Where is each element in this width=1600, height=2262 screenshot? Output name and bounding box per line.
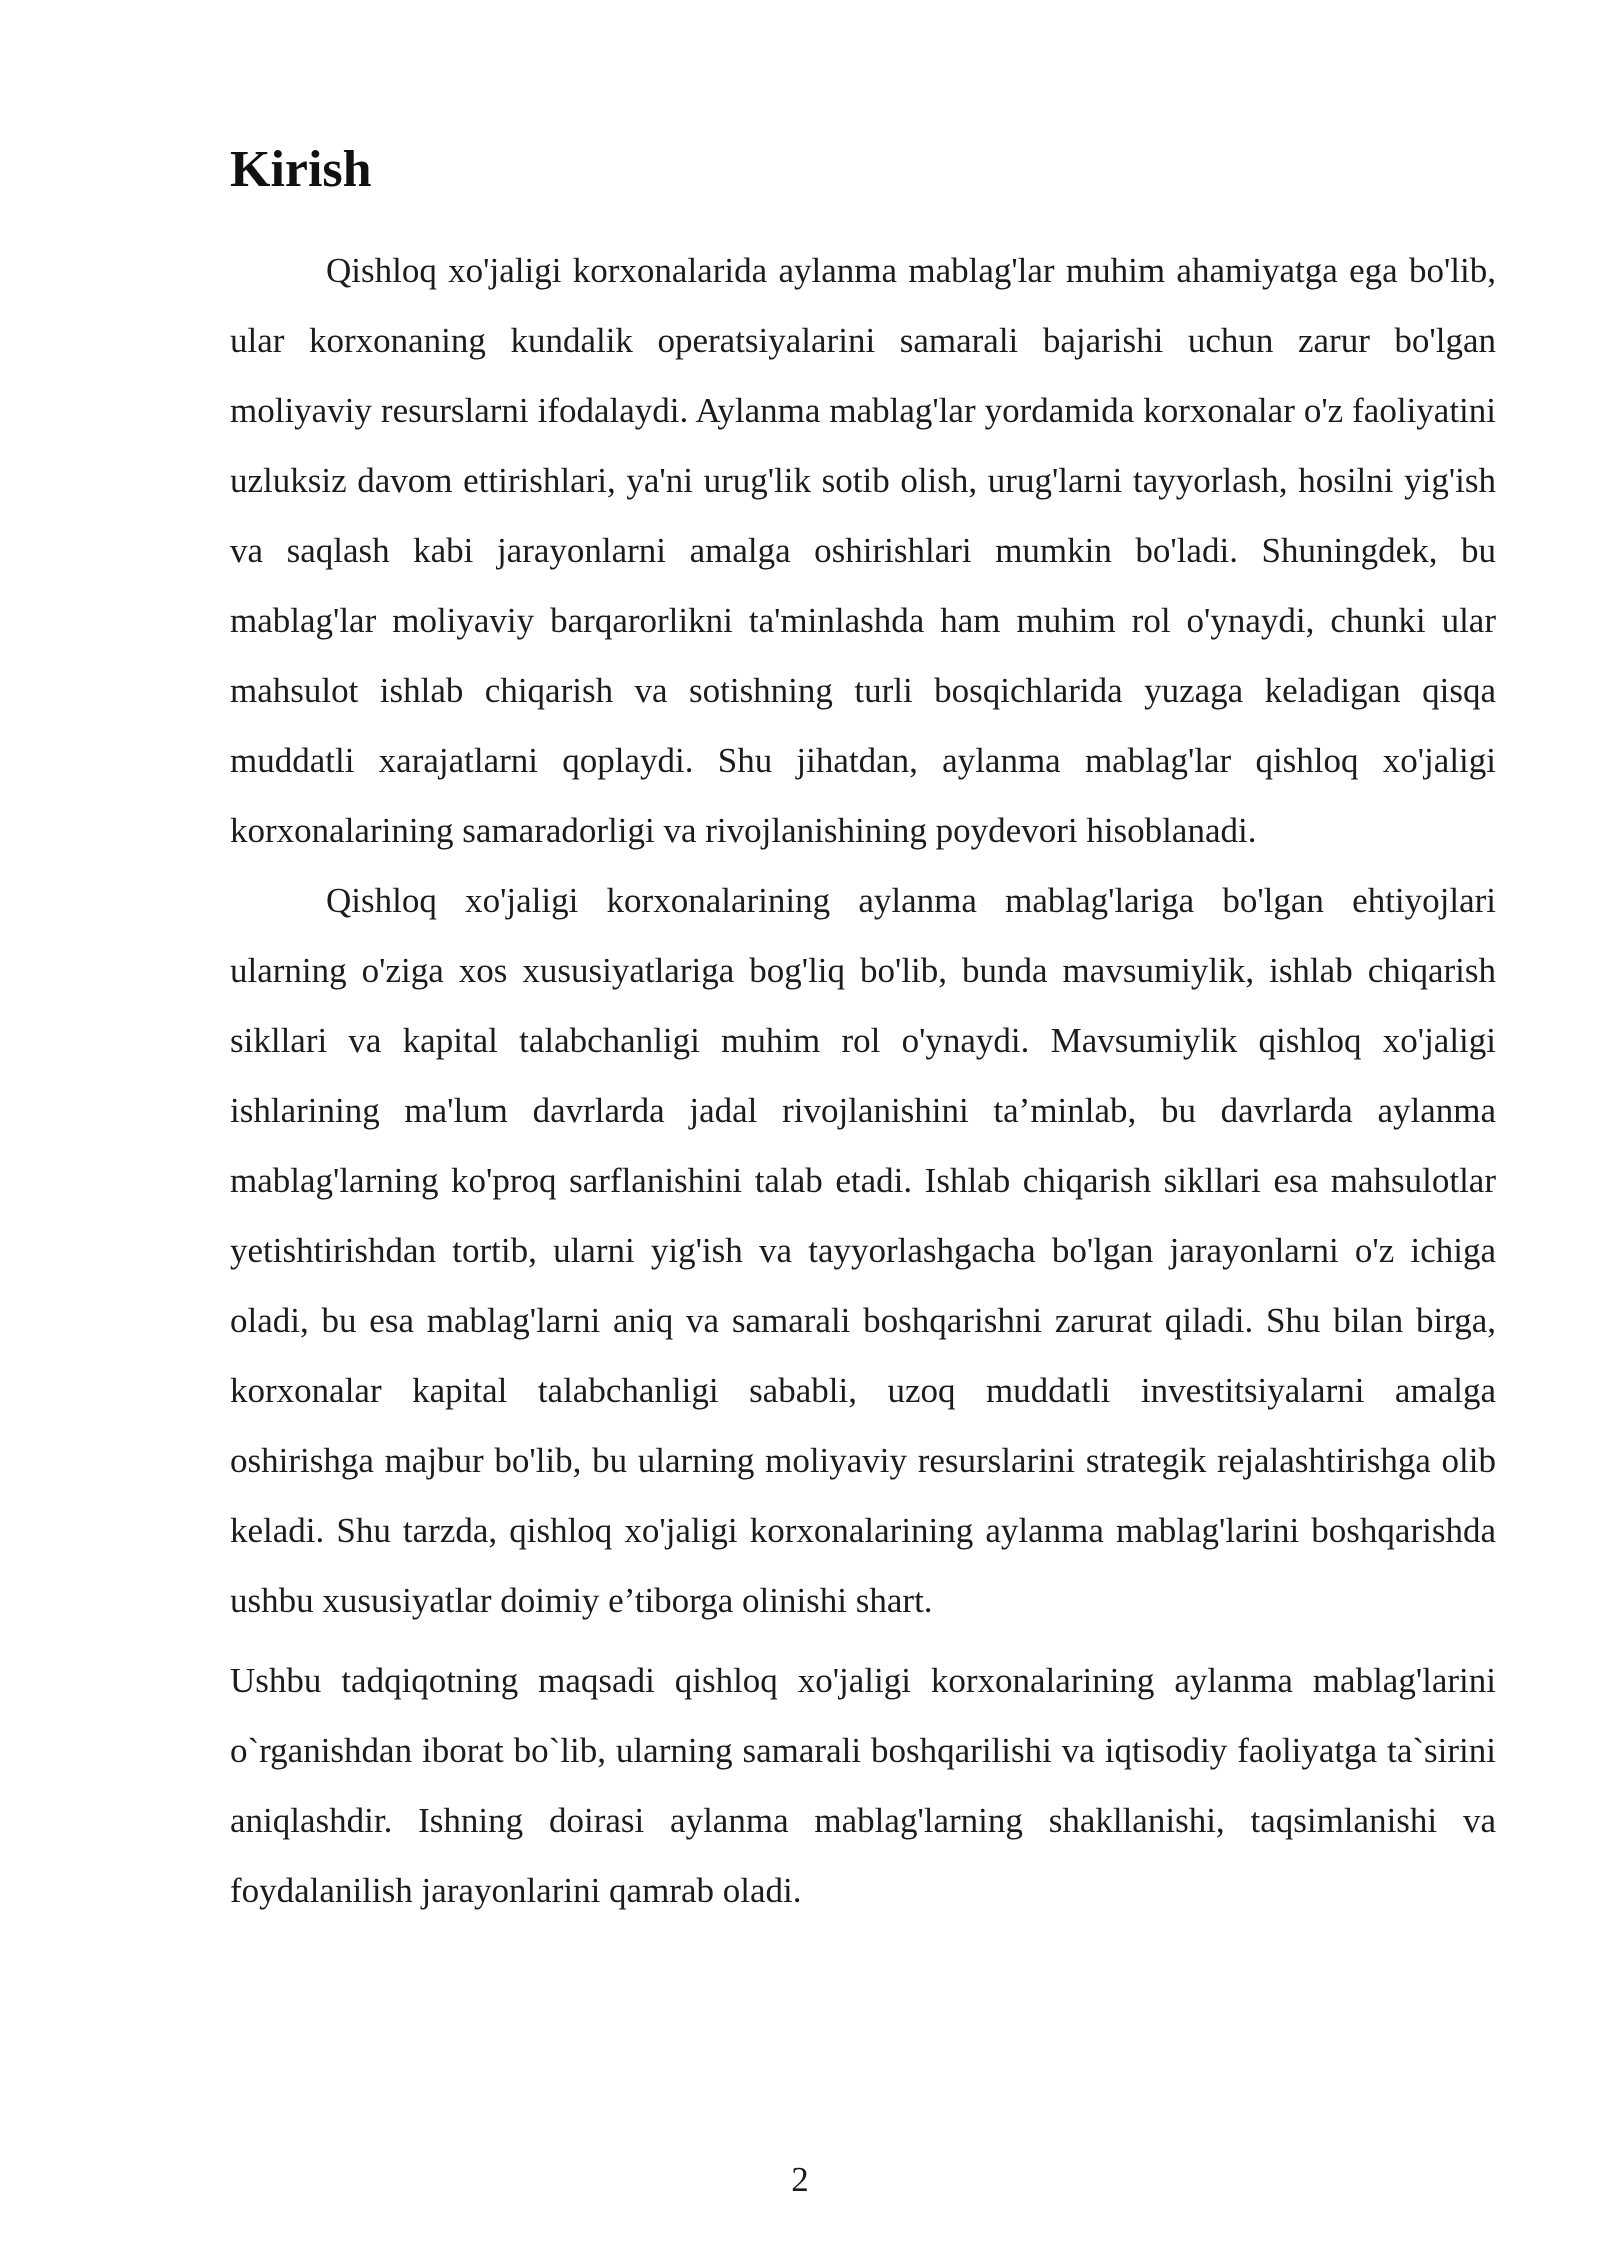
paragraph-1: Qishloq xo'jaligi korxonalarida aylanma mablag'lar muhim ahamiyatga ega bo'lib, ular korxonaning kundalik operatsiyalarini samarali bajarishi uchun zarur bo'lgan moliyaviy resurslarni ifodalaydi. Aylanma mablag'lar yordamida korxonalar o'z faoliyatini uzluksiz davom ettirishlari, ya'ni urug'lik sotib olish, urug'larni tayyorlash, hosilni yig'ish va saqlash kabi jarayonlarni amalga oshirishlari mumkin bo'ladi. Shuningdek, bu mablag'lar moliyaviy barqarorlikni ta'minlashda ham muhim rol o'ynaydi, chunki ular mahsulot ishlab chiqarish va sotishning turli bosqichlarida yuzaga keladigan qisqa muddatli xarajatlarni qoplaydi. Shu jihatdan, aylanma mablag'lar qishloq xo'jaligi korxonalarining samaradorligi va rivojlanishining poydevori hisoblanadi. bbox=[230, 251, 1496, 850]
page-content bbox=[230, 140, 1496, 1926]
page-number: 2 bbox=[791, 2160, 809, 2199]
paragraph-3: Ushbu tadqiqotning maqsadi qishloq xo'jaligi korxonalarining aylanma mablag'larini o`rganishdan iborat bo`lib, ularning samarali boshqarilishi va iqtisodiy faoliyatga ta`sirini aniqlashdir. Ishning doirasi aylanma mablag'larning shakllanishi, taqsimlanishi va foydalanilish jarayonlarini qamrab oladi. bbox=[230, 1661, 1496, 1910]
section-heading: Kirish bbox=[230, 141, 372, 198]
paragraph-2: Qishloq xo'jaligi korxonalarining aylanma mablag'lariga bo'lgan ehtiyojlari ularning o'ziga xos xususiyatlariga bog'liq bo'lib, bunda mavsumiylik, ishlab chiqarish sikllari va kapital talabchanligi muhim rol o'ynaydi. Mavsumiylik qishloq xo'jaligi ishlarining ma'lum davrlarda jadal rivojlanishini ta’minlab, bu davrlarda aylanma mablag'larning ko'proq sarflanishini talab etadi. Ishlab chiqarish sikllari esa mahsulotlar yetishtirishdan tortib, ularni yig'ish va tayyorlashgacha bo'lgan jarayonlarni o'z ichiga oladi, bu esa mablag'larni aniq va samarali boshqarishni zarurat qiladi. Shu bilan birga, korxonalar kapital talabchanligi sababli, uzoq muddatli investitsiyalarni amalga oshirishga majbur bo'lib, bu ularning moliyaviy resurslarini strategik rejalashtirishga olib keladi. Shu tarzda, qishloq xo'jaligi korxonalarining aylanma mablag'larini boshqarishda ushbu xususiyatlar doimiy e’tiborga olinishi shart. bbox=[230, 881, 1496, 1620]
